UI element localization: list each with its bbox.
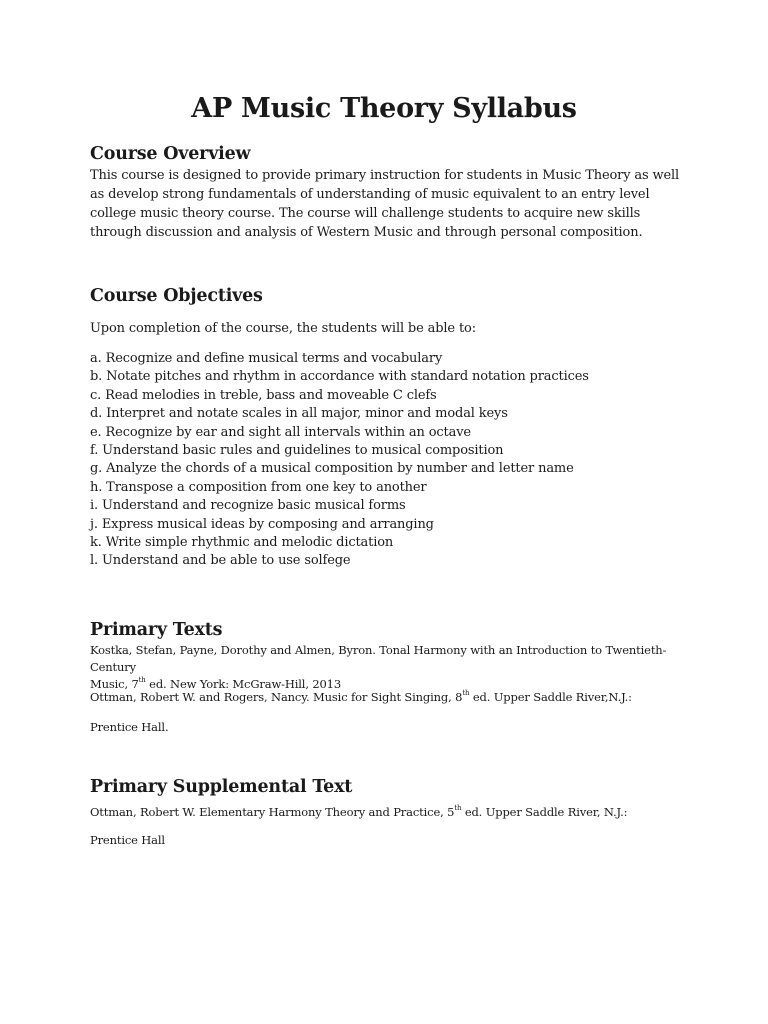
reference-2-a: Ottman, Robert W. and Rogers, Nancy. Music for Sight Singing, 8	[90, 690, 463, 704]
reference-1-line-2a: Music, 7	[90, 677, 139, 691]
reference-2-b: ed. Upper Saddle River,N.J.:	[469, 690, 632, 704]
objective-item: i. Understand and recognize basic musical forms	[90, 498, 406, 514]
objective-item: g. Analyze the chords of a musical composition by number and letter name	[90, 461, 574, 477]
supplemental-reference-b: ed. Upper Saddle River, N.J.:	[461, 805, 628, 819]
objective-item: e. Recognize by ear and sight all intervals within an octave	[90, 424, 471, 440]
course-objectives-heading: Course Objectives	[90, 286, 263, 306]
primary-text-reference-2	[90, 689, 690, 706]
reference-2-publisher: Prentice Hall.	[90, 720, 169, 734]
reference-1-line-1: Kostka, Stefan, Payne, Dorothy and Almen, Byron. Tonal Harmony with an Introduction to Twentieth-Century	[90, 643, 667, 674]
supplemental-publisher: Prentice Hall	[90, 833, 165, 847]
reference-1-line-2b: ed. New York: McGraw-Hill, 2013	[145, 677, 342, 691]
primary-texts-heading: Primary Texts	[90, 620, 223, 640]
objective-item: b. Notate pitches and rhythm in accordance with standard notation practices	[90, 369, 589, 385]
edition-superscript: th	[462, 689, 470, 698]
objective-item: k. Write simple rhythmic and melodic dictation	[90, 535, 394, 551]
objective-item: j. Express musical ideas by composing and arranging	[90, 516, 434, 532]
objective-item: a. Recognize and define musical terms and vocabulary	[90, 351, 443, 366]
objectives-list	[90, 350, 589, 571]
primary-text-reference-1	[90, 642, 690, 693]
objective-item: f. Understand basic rules and guidelines to musical composition	[90, 443, 504, 459]
supplemental-text-heading: Primary Supplemental Text	[90, 777, 353, 797]
objective-item: h. Transpose a composition from one key to another	[90, 479, 427, 495]
objective-item: d. Interpret and notate scales in all major, minor and modal keys	[90, 406, 508, 422]
course-overview-text: This course is designed to provide primary instruction for students in Music Theory as well as develop strong fundamentals of understanding of music equivalent to an entry level college music theory course. The course will challenge students to acquire new skills through discussion and analysis of Western Music and through personal composition.	[90, 168, 680, 240]
course-overview-heading: Course Overview	[90, 144, 251, 164]
objective-item: c. Read melodies in treble, bass and moveable C clefs	[90, 387, 437, 403]
supplemental-reference-a: Ottman, Robert W. Elementary Harmony Theory and Practice, 5	[90, 805, 455, 819]
supplemental-reference	[90, 804, 690, 821]
objective-item: l. Understand and be able to use solfege	[90, 553, 351, 569]
objectives-intro: Upon completion of the course, the students will be able to:	[90, 321, 476, 336]
edition-superscript: th	[138, 676, 146, 685]
page-title: AP Music Theory Syllabus	[191, 93, 577, 124]
edition-superscript: th	[454, 804, 462, 813]
